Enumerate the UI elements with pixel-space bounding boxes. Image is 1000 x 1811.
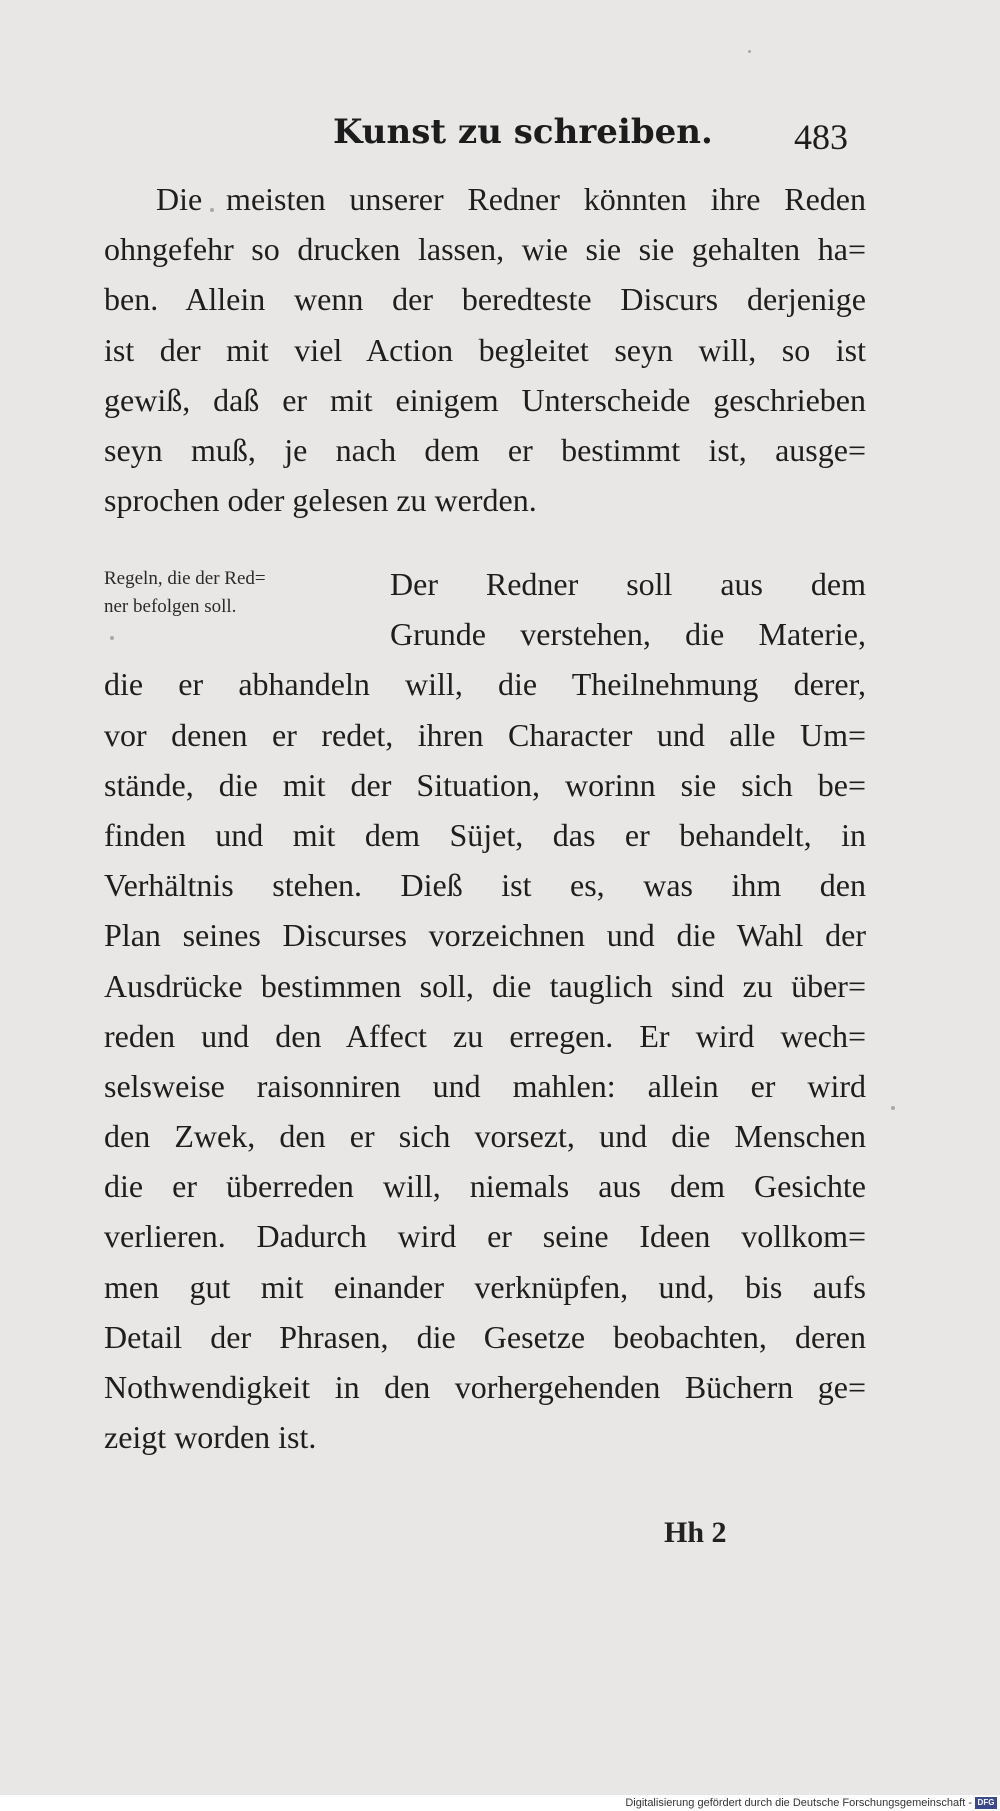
paragraph-2 xyxy=(104,559,866,1462)
footer-credit: Digitalisierung gefördert durch die Deutsche Forschungsgemeinschaft - xyxy=(625,1797,972,1809)
paper-speck xyxy=(748,50,751,53)
page-number: 483 xyxy=(794,117,848,157)
text-line: ben. Allein wenn der beredteste Discurs derjenige xyxy=(104,281,866,318)
paragraph-1 xyxy=(104,174,866,525)
digitization-footer xyxy=(0,1795,1000,1811)
paper-speck xyxy=(891,1106,895,1110)
margin-note-line: Regeln, die der Red= xyxy=(104,568,266,589)
text-line: die er überreden will, niemals aus dem Gesichte xyxy=(104,1168,866,1205)
text-line: Ausdrücke bestimmen soll, die tauglich sind zu über= xyxy=(104,967,866,1004)
dfg-logo-icon: DFG xyxy=(975,1797,997,1809)
text-line: den Zwek, den er sich vorsezt, und die Menschen xyxy=(104,1118,866,1155)
text-line: reden und den Affect zu erregen. Er wird wech= xyxy=(104,1017,866,1054)
text-line: stände, die mit der Situation, worinn sie sich be= xyxy=(104,766,866,803)
text-line: Nothwendigkeit in den vorhergehenden Büchern ge= xyxy=(104,1369,866,1405)
running-title: Kunst zu schreiben. xyxy=(333,112,713,152)
text-line: ohngefehr so drucken lassen, wie sie sie gehalten ha= xyxy=(104,231,866,268)
text-line: men gut mit einander verknüpfen, und, bis aufs xyxy=(104,1268,866,1305)
text-line: Plan seines Discurses vorzeichnen und die Wahl der xyxy=(104,917,866,954)
text-line: finden und mit dem Süjet, das er behandelt, in xyxy=(104,816,866,853)
text-line: verlieren. Dadurch wird er seine Ideen vollkom= xyxy=(104,1218,866,1255)
text-line: gewiß, daß er mit einigem Unterscheide geschrieben xyxy=(104,381,866,418)
text-line: ist der mit viel Action begleitet seyn will, so ist xyxy=(104,331,866,368)
text-line: die er abhandeln will, die Theilnehmung derer, xyxy=(104,666,866,703)
text-line: zeigt worden ist. xyxy=(104,1419,317,1456)
margin-note-line: ner befolgen soll. xyxy=(104,596,237,617)
text-line: sprochen oder gelesen zu werden. xyxy=(104,482,537,519)
text-line: vor denen er redet, ihren Character und alle Um= xyxy=(104,716,866,753)
signature-mark: Hh 2 xyxy=(664,1516,727,1549)
text-line: Verhältnis stehen. Dieß ist es, was ihm den xyxy=(104,867,866,904)
text-line: Die meisten unserer Redner könnten ihre Reden xyxy=(156,181,866,217)
text-line: selsweise raisonniren und mahlen: allein er wird xyxy=(104,1067,866,1104)
running-head xyxy=(0,112,1000,162)
text-line: Der Redner soll aus dem xyxy=(390,566,866,602)
text-line: seyn muß, je nach dem er bestimmt ist, ausge= xyxy=(104,431,866,468)
text-line: Detail der Phrasen, die Gesetze beobachten, deren xyxy=(104,1318,866,1355)
text-line: Grunde verstehen, die Materie, xyxy=(390,616,866,653)
